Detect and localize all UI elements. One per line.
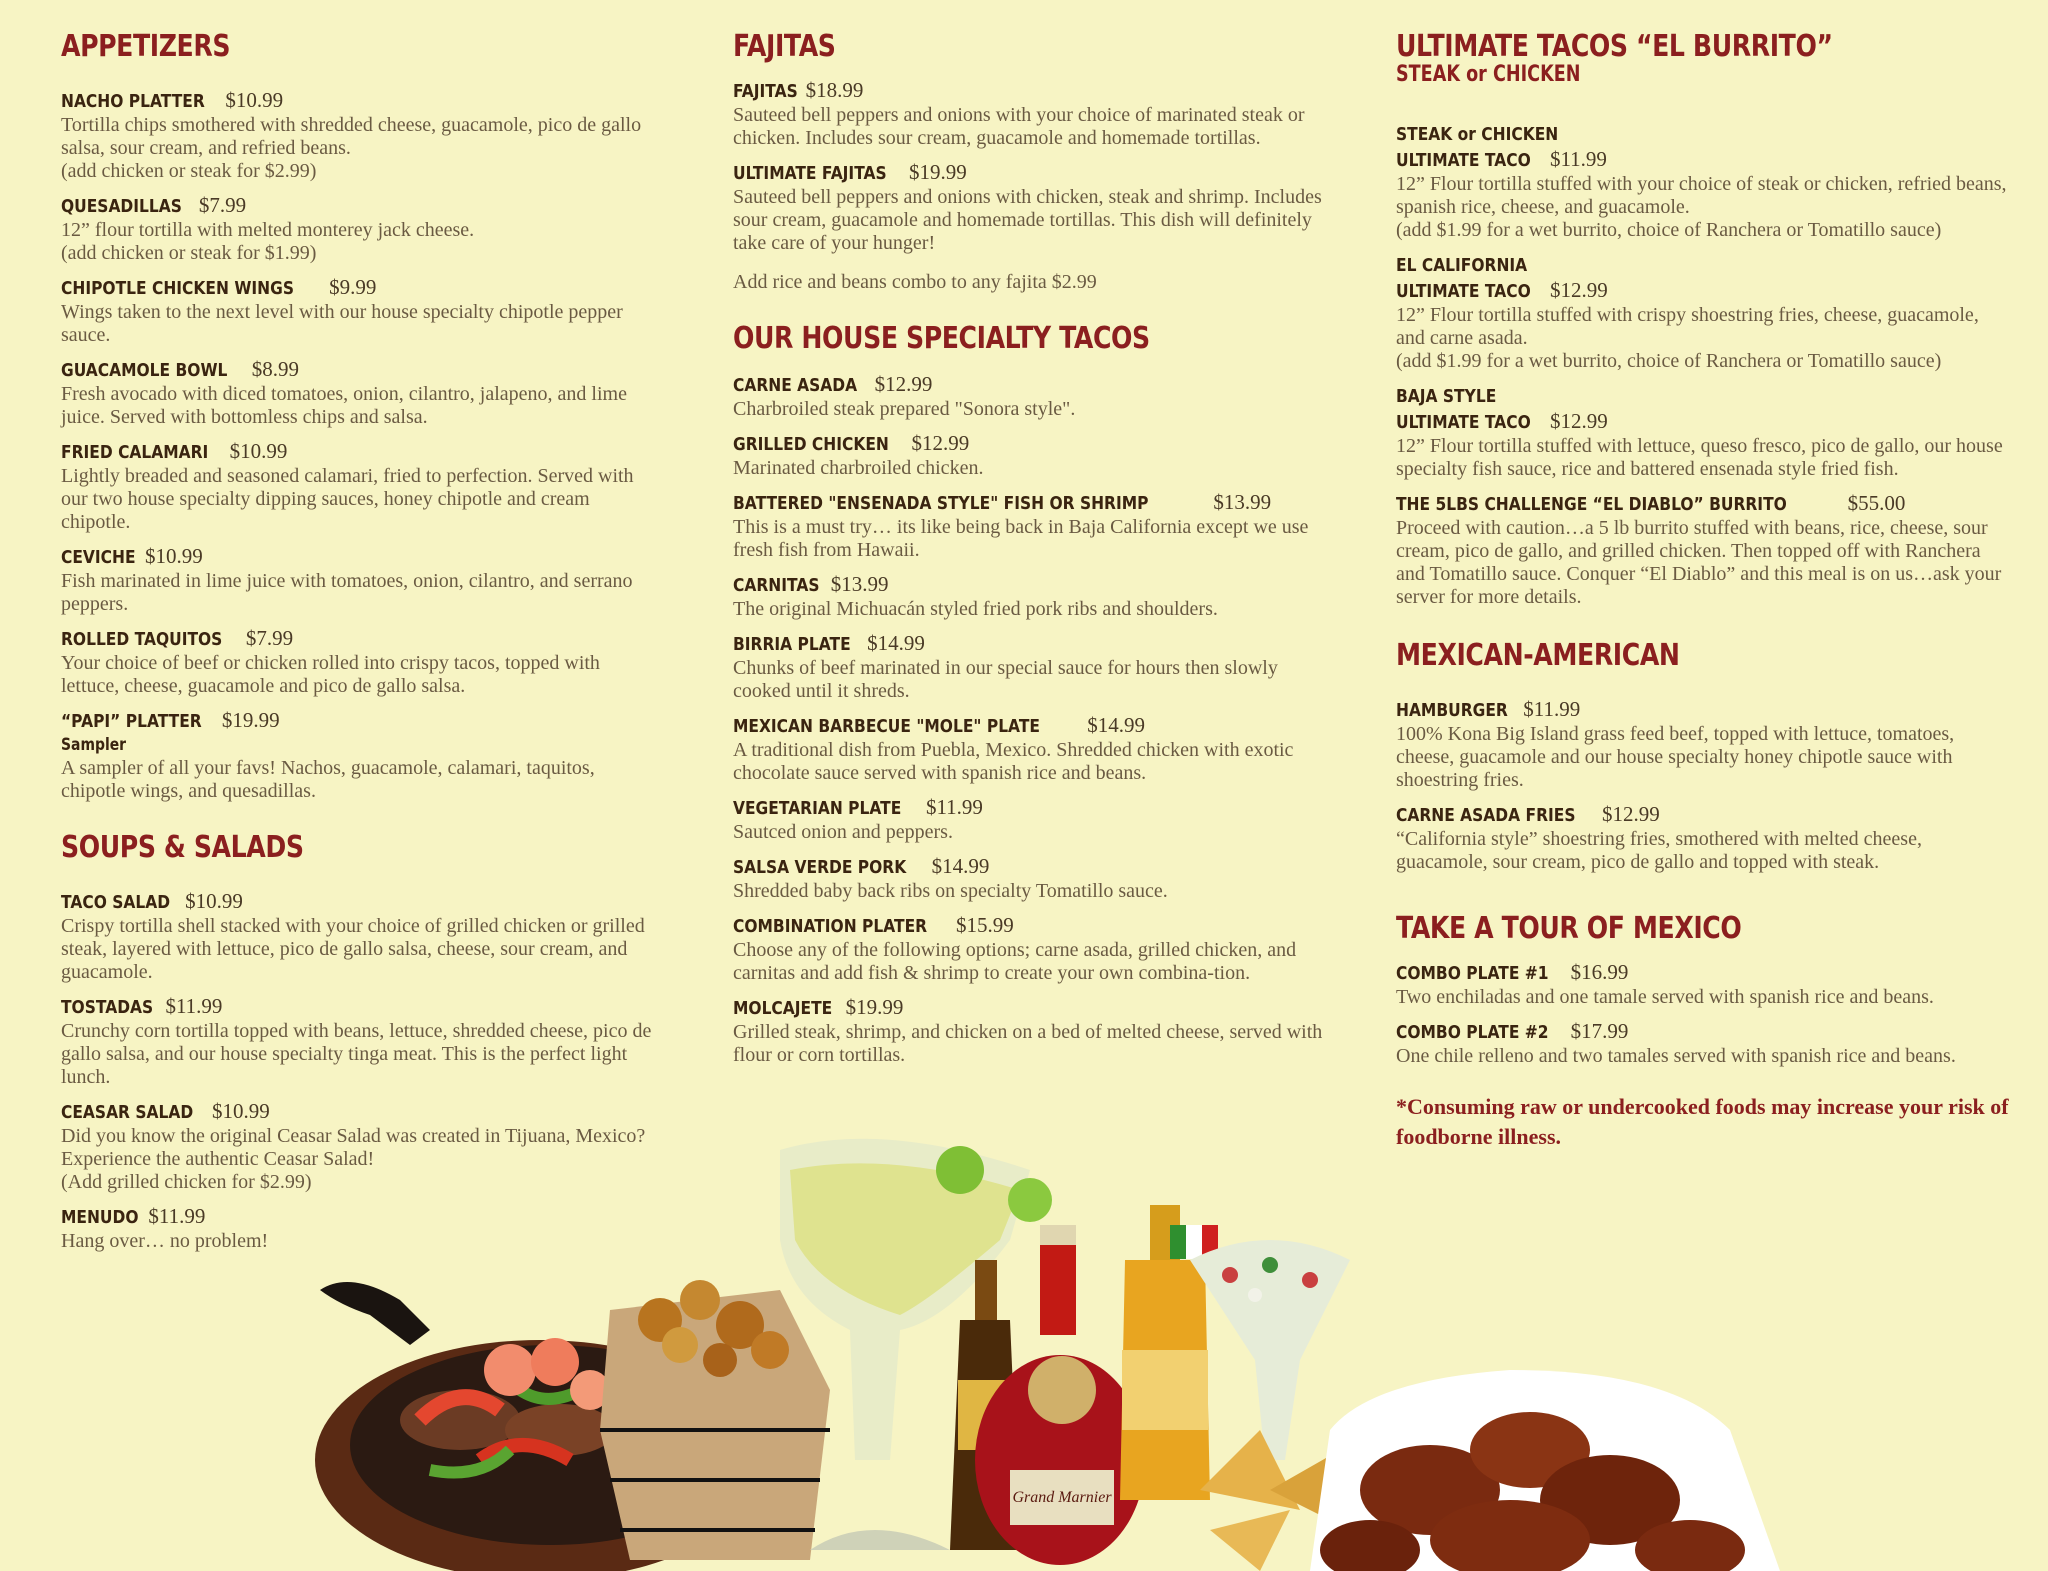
item-description: A traditional dish from Puebla, Mexico. Shredded chicken with exotic chocolate sauce served with spanish rice and beans. [733,739,1294,784]
item-header [733,372,1333,398]
section-fajitas [733,30,1333,294]
item-price: $11.99 [1549,147,1607,171]
item-name: BATTERED "ENSENADA STYLE" FISH OR SHRIMP [733,493,1149,514]
item-description: Wings taken to the next level with our house specialty chipotle pepper sauce. [61,301,623,346]
item-description: Did you know the original Ceasar Salad was created in Tijuana, Mexico? Experience the authentic Ceasar Salad! [61,1125,646,1170]
item-header [733,713,1333,739]
food-photo-collage [310,1130,1790,1571]
item-header [1396,1019,2011,1045]
column-left [61,30,661,1263]
item-description: Grilled steak, shrimp, and chicken on a bed of melted cheese, served with flour or corn tortillas. [733,1021,1323,1066]
item-name: STEAK or CHICKEN [1396,124,1559,145]
item-price: $19.99 [908,160,967,184]
menu-item-birria-plate [733,631,1333,703]
item-name: “PAPI” PLATTER [61,711,202,732]
item-description: Tortilla chips smothered with shredded cheese, guacamole, pico de gallo salsa, sour cream, and refried beans. [61,114,642,159]
menu-item-fajitas [733,78,1333,150]
item-price: $14.99 [931,854,990,878]
item-description: 12” Flour tortilla stuffed with your choice of steak or chicken, refried beans, spanish rice, cheese, and guacamole. [1396,173,2007,218]
item-price: $19.99 [845,995,904,1019]
item-description: This is a must try… its like being back in Baja California except we use fresh fish from Hawaii. [733,516,1309,561]
item-description: Sauteed bell peppers and onions with chicken, steak and shrimp. Includes sour cream, guacamole and homemade tortillas. This dish will definitely take care of your hunger! [733,186,1322,254]
section-tour-of-mexico [1396,912,2011,1068]
item-description: Fish marinated in lime juice with tomatoes, onion, cilantro, and serrano peppers. [61,570,633,615]
item-price: $12.99 [874,372,933,396]
item-description: A sampler of all your favs! Nachos, guacamole, calamari, taquitos, chipotle wings, and quesadillas. [61,757,595,802]
item-price: $7.99 [245,626,294,650]
item-description: Lightly breaded and seasoned calamari, fried to perfection. Served with our two house specialty dipping sauces, honey chipotle and cream chipotle. [61,465,634,533]
item-description: Two enchiladas and one tamale served with spanish rice and beans. [1396,986,1934,1008]
column-right [1396,30,2011,1152]
item-header [1396,491,2011,517]
item-header [61,275,661,301]
item-subtitle: ULTIMATE TACO [1396,281,1531,302]
item-name: COMBO PLATE #2 [1396,1022,1549,1043]
menu-item-fried-calamari [61,439,661,534]
menu-item-carne-asada-fries [1396,802,2011,874]
item-header [61,1099,661,1125]
menu-item-rolled-taquitos [61,626,661,698]
item-description: Charbroiled steak prepared "Sonora style". [733,398,1076,420]
item-header [733,795,1333,821]
item-header [61,88,661,114]
item-price: $55.00 [1847,491,1906,515]
item-description: Your choice of beef or chicken rolled into crispy tacos, topped with lettuce, cheese, guacamole and pico de gallo salsa. [61,652,600,697]
chicken-wings-image [1310,1370,1780,1571]
item-note: (add chicken or steak for $1.99) [61,242,317,264]
item-price: $7.99 [198,193,247,217]
menu-item-mexican-barbecue-mole-plate [733,713,1333,785]
item-header [1396,697,2011,723]
menu-item-grilled-chicken [733,431,1333,480]
menu-item-combo-plate-2 [1396,1019,2011,1068]
item-description: One chile relleno and two tamales served with spanish rice and beans. [1396,1045,1956,1067]
item-price: $11.99 [925,795,983,819]
item-price: $10.99 [185,889,243,913]
column-middle [733,30,1333,1077]
menu-item-combination-plater [733,913,1333,985]
menu-item-carnitas [733,572,1333,621]
item-description: Hang over… no problem! [61,1230,269,1252]
item-price: $12.99 [1549,278,1608,302]
item-description: Chunks of beef marinated in our special sauce for hours then slowly cooked until it shreds. [733,657,1278,702]
tequila-bottle-image [1120,1205,1218,1500]
item-price: $18.99 [805,78,864,102]
item-note: (add chicken or steak for $2.99) [61,160,317,182]
section-appetizers [61,30,661,803]
item-header [1396,960,2011,986]
section-title: ULTIMATE TACOS “EL BURRITO” [1396,29,1833,64]
item-name: CARNITAS [733,575,820,596]
item-price: $12.99 [1601,802,1660,826]
item-name: FRIED CALAMARI [61,442,209,463]
item-description: Choose any of the following options; carne asada, grilled chicken, and carnitas and add fish & shrimp to create your own combina-tion. [733,939,1297,984]
menu-item-guacamole-bowl [61,357,661,429]
item-description: Fresh avocado with diced tomatoes, onion, cilantro, jalapeno, and lime juice. Served with bottomless chips and salsa. [61,383,627,428]
menu-item-tostadas [61,994,661,1089]
item-price: $11.99 [148,1204,206,1228]
item-header [1396,121,2011,147]
item-subheader [1396,409,2011,435]
item-description: 12” flour tortilla with melted monterey jack cheese. [61,219,475,241]
item-header [733,490,1333,516]
item-price: $10.99 [225,88,284,112]
section-title: FAJITAS [733,29,836,64]
menu-item-combo-plate-1 [1396,960,2011,1009]
menu-item-ceviche [61,544,661,616]
item-price: $19.99 [221,708,280,732]
item-name: TOSTADAS [61,997,154,1018]
item-subheader [1396,147,2011,173]
item-header [1396,802,2011,828]
item-header [733,572,1333,598]
item-header [61,193,661,219]
item-note: (add $1.99 for a wet burrito, choice of Ranchera or Tomatillo sauce) [1396,219,1942,241]
item-header [61,626,661,652]
item-description: 100% Kona Big Island grass feed beef, topped with lettuce, tomatoes, cheese, guacamole and our house specialty honey chipotle sauce with shoestring fries. [1396,723,1955,791]
liqueur-bottle-image [975,1225,1145,1565]
item-name: BAJA STYLE [1396,386,1497,407]
item-name: VEGETARIAN PLATE [733,798,902,819]
item-name: NACHO PLATTER [61,91,205,112]
item-description: Sauteed bell peppers and onions with your choice of marinated steak or chicken. Includes sour cream, guacamole and homemade tortillas. [733,104,1305,149]
item-header [733,631,1333,657]
item-name: CEVICHE [61,547,136,568]
item-price: $13.99 [1213,490,1272,514]
section-title: OUR HOUSE SPECIALTY TACOS [733,321,1150,356]
item-subtitle: Sampler [61,735,127,755]
item-header [61,357,661,383]
item-header [1396,252,2011,278]
item-description: 12” Flour tortilla stuffed with crispy shoestring fries, cheese, guacamole, and carne asada. [1396,304,1979,349]
fajita-combo-note: Add rice and beans combo to any fajita $2.99 [733,271,1097,293]
item-name: EL CALIFORNIA [1396,255,1528,276]
menu-item-molcajete [733,995,1333,1067]
section-title: SOUPS & SALADS [61,830,304,865]
calamari-basket-image [600,1280,830,1560]
menu-item-quesadillas [61,193,661,265]
item-description: Crunchy corn tortilla topped with beans, lettuce, shredded cheese, pico de gallo salsa, and our house specialty tinga meat. This is the perfect light lunch. [61,1020,652,1088]
item-description: The original Michuacán styled fried pork ribs and shoulders. [733,598,1218,620]
section-house-tacos [733,322,1333,1067]
item-subtitle: ULTIMATE TACO [1396,412,1531,433]
item-subheader [1396,278,2011,304]
item-list [1396,960,2011,1068]
menu-item-hamburger [1396,697,2011,792]
section-mexican-american [1396,639,2011,874]
item-description: Shredded baby back ribs on specialty Tomatillo sauce. [733,880,1168,902]
item-list [1396,121,2011,609]
item-header [61,889,661,915]
section-title: TAKE A TOUR OF MEXICO [1396,911,1742,946]
item-header [733,160,1333,186]
menu-item-carne-asada [733,372,1333,421]
item-header [61,544,661,570]
item-name: BIRRIA PLATE [733,634,851,655]
item-description: “California style” shoestring fries, smothered with melted cheese, guacamole, sour cream, pico de gallo and topped with steak. [1396,828,1922,873]
item-header [733,995,1333,1021]
ceviche-glass-image [1190,1240,1350,1460]
item-header [733,913,1333,939]
item-price: $15.99 [955,913,1014,937]
menu-item-battered-ensenada-style-fish-or-shrimp [733,490,1333,562]
item-price: $10.99 [229,439,288,463]
item-description: Proceed with caution…a 5 lb burrito stuffed with beans, rice, cheese, sour cream, pico de gallo, and grilled chicken. Then topped off with Ranchera and Tomatillo sauce. Conquer “El Diablo” and this meal is on us…ask your server for more details. [1396,517,2002,608]
item-description: Crispy tortilla shell stacked with your choice of grilled chicken or grilled steak, layered with lettuce, pico de gallo salsa, cheese, sour cream, and guacamole. [61,915,645,983]
item-name: MEXICAN BARBECUE "MOLE" PLATE [733,716,1040,737]
item-name: MENUDO [61,1207,139,1228]
item-list [733,372,1333,1067]
item-note: (Add grilled chicken for $2.99) [61,1171,312,1193]
section-title: MEXICAN-AMERICAN [1396,638,1680,673]
menu-item-steak-or-chicken [1396,121,2011,242]
menu-item-papi-platter [61,708,661,803]
item-header [61,708,661,734]
menu-item-nacho-platter [61,88,661,183]
menu-item-baja-style [1396,383,2011,481]
item-note: (add $1.99 for a wet burrito, choice of Ranchera or Tomatillo sauce) [1396,350,1942,372]
item-list [1396,697,2011,874]
item-header [61,439,661,465]
section-title: APPETIZERS [61,29,231,64]
menu-item-chipotle-chicken-wings [61,275,661,347]
item-description: Sautced onion and peppers. [733,821,953,843]
item-header [61,994,661,1020]
menu-item-ultimate-fajitas [733,160,1333,255]
item-price: $14.99 [867,631,925,655]
section-subtitle: STEAK or CHICKEN [1396,62,1581,87]
foodborne-warning: *Consuming raw or undercooked foods may increase your risk of foodborne illness. [1396,1094,2009,1149]
item-name: TACO SALAD [61,892,171,913]
item-price: $12.99 [911,431,970,455]
item-name: GRILLED CHICKEN [733,434,889,455]
item-name: COMBINATION PLATER [733,916,928,937]
item-name: THE 5LBS CHALLENGE “EL DIABLO” BURRITO [1396,494,1787,515]
item-price: $10.99 [144,544,203,568]
item-name: ROLLED TAQUITOS [61,629,223,650]
item-price: $17.99 [1570,1019,1629,1043]
item-name: CEASAR SALAD [61,1102,194,1123]
menu-item-vegetarian-plate [733,795,1333,844]
item-name: COMBO PLATE #1 [1396,963,1549,984]
menu-item-the-5lbs-challenge-el-diablo-burrito [1396,491,2011,609]
item-price: $10.99 [211,1099,270,1123]
item-header [1396,383,2011,409]
item-name: MOLCAJETE [733,998,833,1019]
item-description: 12” Flour tortilla stuffed with lettuce, queso fresco, pico de gallo, our house specialty fish sauce, rice and battered ensenada style fried fish. [1396,435,2003,480]
item-price: $9.99 [329,275,377,299]
item-list [61,88,661,803]
section-ultimate-tacos [1396,30,2011,609]
item-name: FAJITAS [733,81,798,102]
item-price: $14.99 [1087,713,1145,737]
item-description: Marinated charbroiled chicken. [733,457,984,479]
item-price: $11.99 [1523,697,1581,721]
item-price: $13.99 [830,572,889,596]
item-name: ULTIMATE FAJITAS [733,163,887,184]
item-name: SALSA VERDE PORK [733,857,907,878]
item-name: GUACAMOLE BOWL [61,360,228,381]
item-price: $8.99 [251,357,299,381]
item-name: CHIPOTLE CHICKEN WINGS [61,278,294,299]
item-header [733,78,1333,104]
item-list [733,78,1333,255]
item-price: $12.99 [1549,409,1608,433]
item-name: CARNE ASADA [733,375,858,396]
item-name: CARNE ASADA FRIES [1396,805,1576,826]
menu-item-salsa-verde-pork [733,854,1333,903]
item-price: $16.99 [1570,960,1629,984]
item-name: HAMBURGER [1396,700,1508,721]
menu-item-el-california [1396,252,2011,373]
item-name: QUESADILLAS [61,196,182,217]
menu-item-taco-salad [61,889,661,984]
item-price: $11.99 [165,994,223,1018]
item-header [733,854,1333,880]
bottle-label: Grand Marnier [1012,1489,1112,1506]
item-header [733,431,1333,457]
item-subtitle: ULTIMATE TACO [1396,150,1531,171]
